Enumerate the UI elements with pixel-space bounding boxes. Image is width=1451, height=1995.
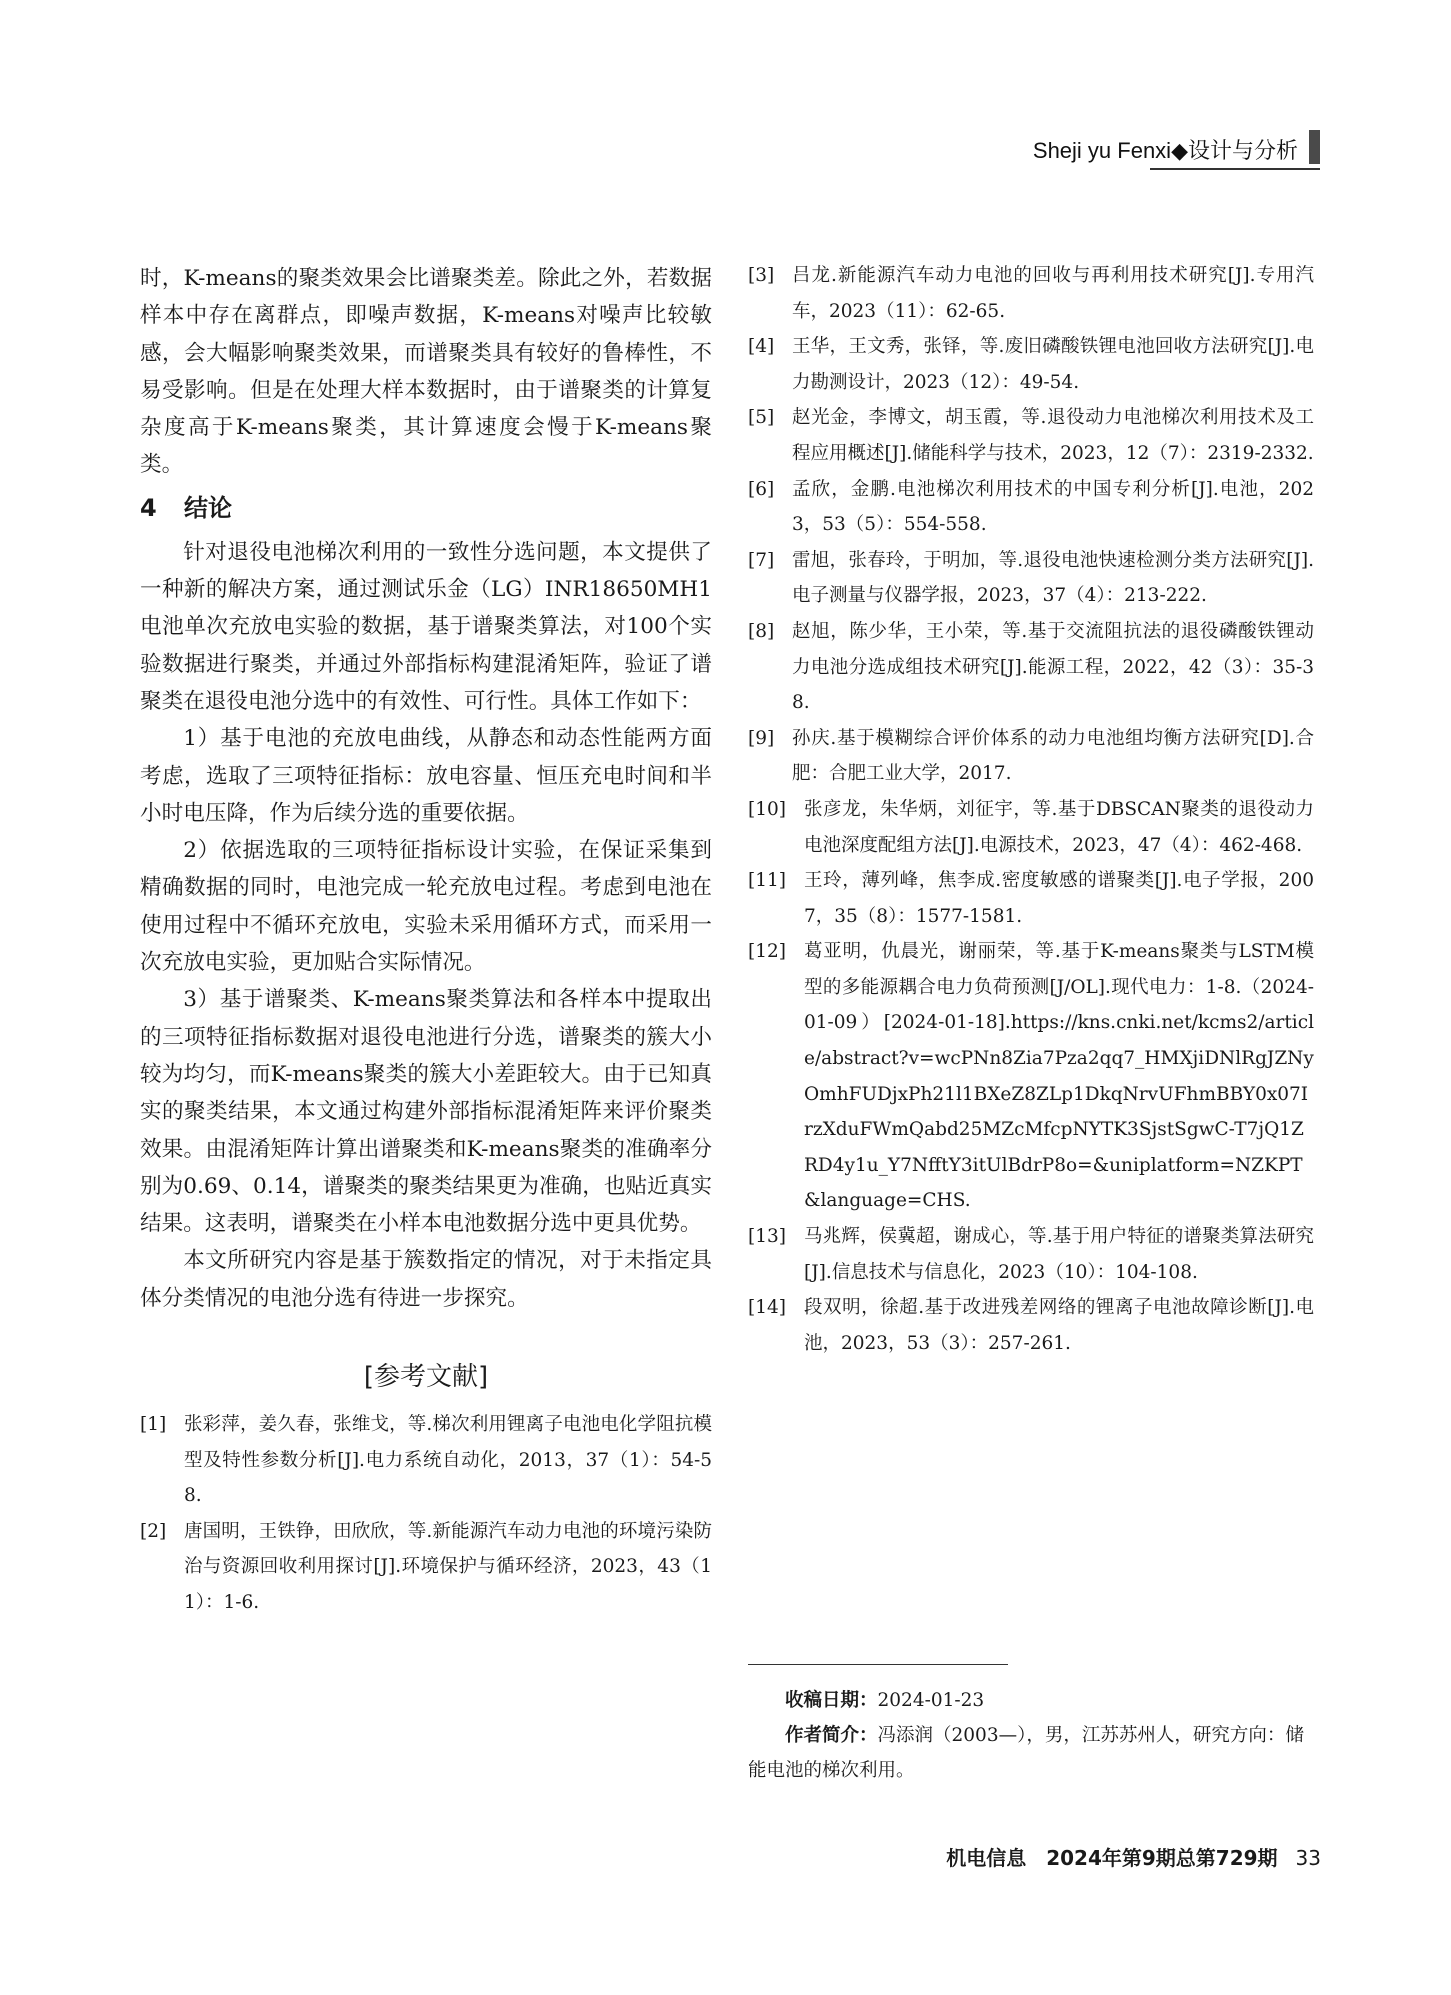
reference-text: 雷旭，张春玲，于明加，等.退役电池快速检测分类方法研究[J].电子测量与仪器学报，2023，37（4）：213-222.: [792, 549, 1314, 607]
reference-text: 葛亚明，仇晨光，谢丽荣，等.基于K-means聚类与LSTM模型的多能源耦合电力负荷预测[J/OL].现代电力：1-8.（2024-01-09）[2024-01-18].https://kns.cnki.net/kcms2/article/abstract?v=wcPNn8Zia7Pza2qq7_HMXjiDNlRgJZNyOmhFUDjxPh21l1BXeZ8ZLp1DkqNrvUFhmBBY0x07IrzXduFWmQabd25MZcMfcpNYTK3SjstSgwC-T7jQ1ZRD4y1u_Y7NfftY3itUlBdrP8o=&uniplatform=NZKPT&language=CHS.: [804, 941, 1314, 1212]
body-paragraph: 本文所研究内容是基于簇数指定的情况，对于未指定具体分类情况的电池分选有待进一步探究。: [140, 1248, 712, 1311]
page-footer: [946, 1842, 1321, 1871]
reference-text: 马兆辉，侯冀超，谢成心，等.基于用户特征的谱聚类算法研究[J].信息技术与信息化，2023（10）：104-108.: [804, 1226, 1314, 1283]
reference-item: [748, 258, 1314, 329]
received-date-value: 2024-01-23: [877, 1690, 985, 1711]
reference-text: 张彦龙，朱华炳，刘征宇，等.基于DBSCAN聚类的退役动力电池深度配组方法[J].电源技术，2023，47（4）：462-468.: [804, 798, 1314, 856]
reference-number: [10]: [748, 798, 786, 820]
reference-text: 王玲，薄列峰，焦李成.密度敏感的谱聚类[J].电子学报，2007，35（8）：1577-1581.: [804, 870, 1314, 927]
reference-text: 孙庆.基于模糊综合评价体系的动力电池组均衡方法研究[D].合肥：合肥工业大学，2017.: [792, 727, 1314, 785]
reference-text: 王华，王文秀，张铎，等.废旧磷酸铁锂电池回收方法研究[J].电力勘测设计，2023（12）：49-54.: [792, 336, 1314, 393]
section-number: 4: [140, 493, 157, 522]
reference-number: [3]: [748, 265, 775, 286]
reference-text: 吕龙.新能源汽车动力电池的回收与再利用技术研究[J].专用汽车，2023（11）：62-65.: [792, 265, 1314, 322]
reference-item: [748, 329, 1314, 400]
reference-item: [748, 792, 1314, 863]
reference-number: [9]: [748, 727, 775, 749]
page-number: 33: [1295, 1846, 1321, 1870]
reference-number: [12]: [748, 941, 786, 963]
header-title: Sheji yu Fenxi◆设计与分析: [1032, 138, 1298, 163]
received-date-label: 收稿日期：: [785, 1690, 878, 1711]
article-notes: [748, 1683, 1314, 1788]
body-paragraph: 针对退役电池梯次利用的一致性分选问题，本文提供了一种新的解决方案，通过测试乐金（LG）INR18650MH1电池单次充放电实验的数据，基于谱聚类算法，对100个实验数据进行聚类，并通过外部指标构建混淆矩阵，验证了谱聚类在退役电池分选中的有效性、可行性。具体工作如下：: [140, 539, 712, 714]
reference-number: [4]: [748, 336, 775, 358]
author-bio-value: 冯添润（2003—），男，江苏苏州人，研究方向：储能电池的梯次利用。: [748, 1725, 1304, 1781]
left-column: [140, 260, 712, 1621]
reference-number: [5]: [748, 407, 775, 429]
reference-text: 段双明，徐超.基于改进残差网络的锂离子电池故障诊断[J].电池，2023，53（3）：257-261.: [804, 1297, 1314, 1354]
reference-text: 赵光金，李博文，胡玉霞，等.退役动力电池梯次利用技术及工程应用概述[J].储能科学与技术，2023，12（7）：2319-2332.: [792, 407, 1314, 464]
received-date-line: [748, 1683, 1314, 1718]
reference-item: [748, 863, 1314, 934]
author-bio-label: 作者简介：: [785, 1725, 878, 1746]
header-bar-mark: [1309, 130, 1320, 164]
reference-number: [14]: [748, 1297, 786, 1319]
reference-number: [13]: [748, 1226, 786, 1248]
section-heading: [140, 490, 712, 526]
reference-item: [748, 1219, 1314, 1290]
reference-number: [11]: [748, 870, 786, 892]
reference-item: [748, 472, 1314, 543]
reference-text: 孟欣，金鹏.电池梯次利用技术的中国专利分析[J].电池，2023，53（5）：554-558.: [792, 478, 1314, 536]
reference-number: [1]: [140, 1414, 167, 1436]
body-paragraph: 3）基于谱聚类、K-means聚类算法和各样本中提取出的三项特征指标数据对退役电池进行分选，谱聚类的簇大小较为均匀，而K-means聚类的簇大小差距较大。由于已知真实的聚类结果，本文通过构建外部指标混淆矩阵来评价聚类效果。由混淆矩阵计算出谱聚类和K-means聚类的准确率分别为0.69、0.14，谱聚类的聚类结果更为准确，也贴近真实结果。这表明，谱聚类在小样本电池数据分选中更具优势。: [140, 987, 712, 1237]
reference-item: [140, 1514, 712, 1621]
section-title: 结论: [184, 493, 232, 522]
reference-item: [140, 1407, 712, 1514]
reference-item: [748, 721, 1314, 792]
references-title: [参考文献]: [363, 1362, 489, 1393]
reference-text: 张彩萍，姜久春，张维戈，等.梯次利用锂离子电池电化学阻抗模型及特性参数分析[J].电力系统自动化，2013，37（1）：54-58.: [184, 1414, 712, 1507]
reference-text: 赵旭，陈少华，王小荣，等.基于交流阻抗法的退役磷酸铁锂动力电池分选成组技术研究[J].能源工程，2022，42（3）：35-38.: [792, 620, 1314, 714]
running-header: [1000, 128, 1320, 172]
body-paragraph: 时，K-means的聚类效果会比谱聚类差。除此之外，若数据样本中存在离群点，即噪声数据，K-means对噪声比较敏感，会大幅影响聚类效果，而谱聚类具有较好的鲁棒性，不易受影响。但是在处理大样本数据时，由于谱聚类的计算复杂度高于K-means聚类，其计算速度会慢于K-means聚类。: [140, 266, 712, 478]
body-paragraph: 1）基于电池的充放电曲线，从静态和动态性能两方面考虑，选取了三项特征指标：放电容量、恒压充电时间和半小时电压降，作为后续分选的重要依据。: [140, 726, 712, 826]
reference-number: [7]: [748, 549, 775, 571]
header-rule: [1150, 168, 1320, 170]
reference-item: [748, 614, 1314, 721]
right-column: [748, 258, 1314, 1361]
journal-issue: 机电信息 2024年第9期总第729期: [946, 1846, 1278, 1870]
reference-item: [748, 543, 1314, 614]
reference-number: [2]: [140, 1520, 167, 1542]
body-paragraph: 2）依据选取的三项特征指标设计实验，在保证采集到精确数据的同时，电池完成一轮充放电过程。考虑到电池在使用过程中不循环充放电，实验未采用循环方式，而采用一次充放电实验，更加贴合实际情况。: [140, 838, 712, 976]
reference-item: [748, 1290, 1314, 1361]
author-bio-line: [748, 1718, 1314, 1788]
reference-item: [748, 934, 1314, 1219]
reference-number: [8]: [748, 620, 775, 642]
reference-number: [6]: [748, 478, 775, 500]
reference-text: 唐国明，王铁铮，田欣欣，等.新能源汽车动力电池的环境污染防治与资源回收利用探讨[J].环境保护与循环经济，2023，43（11）：1-6.: [184, 1520, 712, 1613]
reference-item: [748, 400, 1314, 471]
notes-divider: [748, 1664, 1008, 1665]
